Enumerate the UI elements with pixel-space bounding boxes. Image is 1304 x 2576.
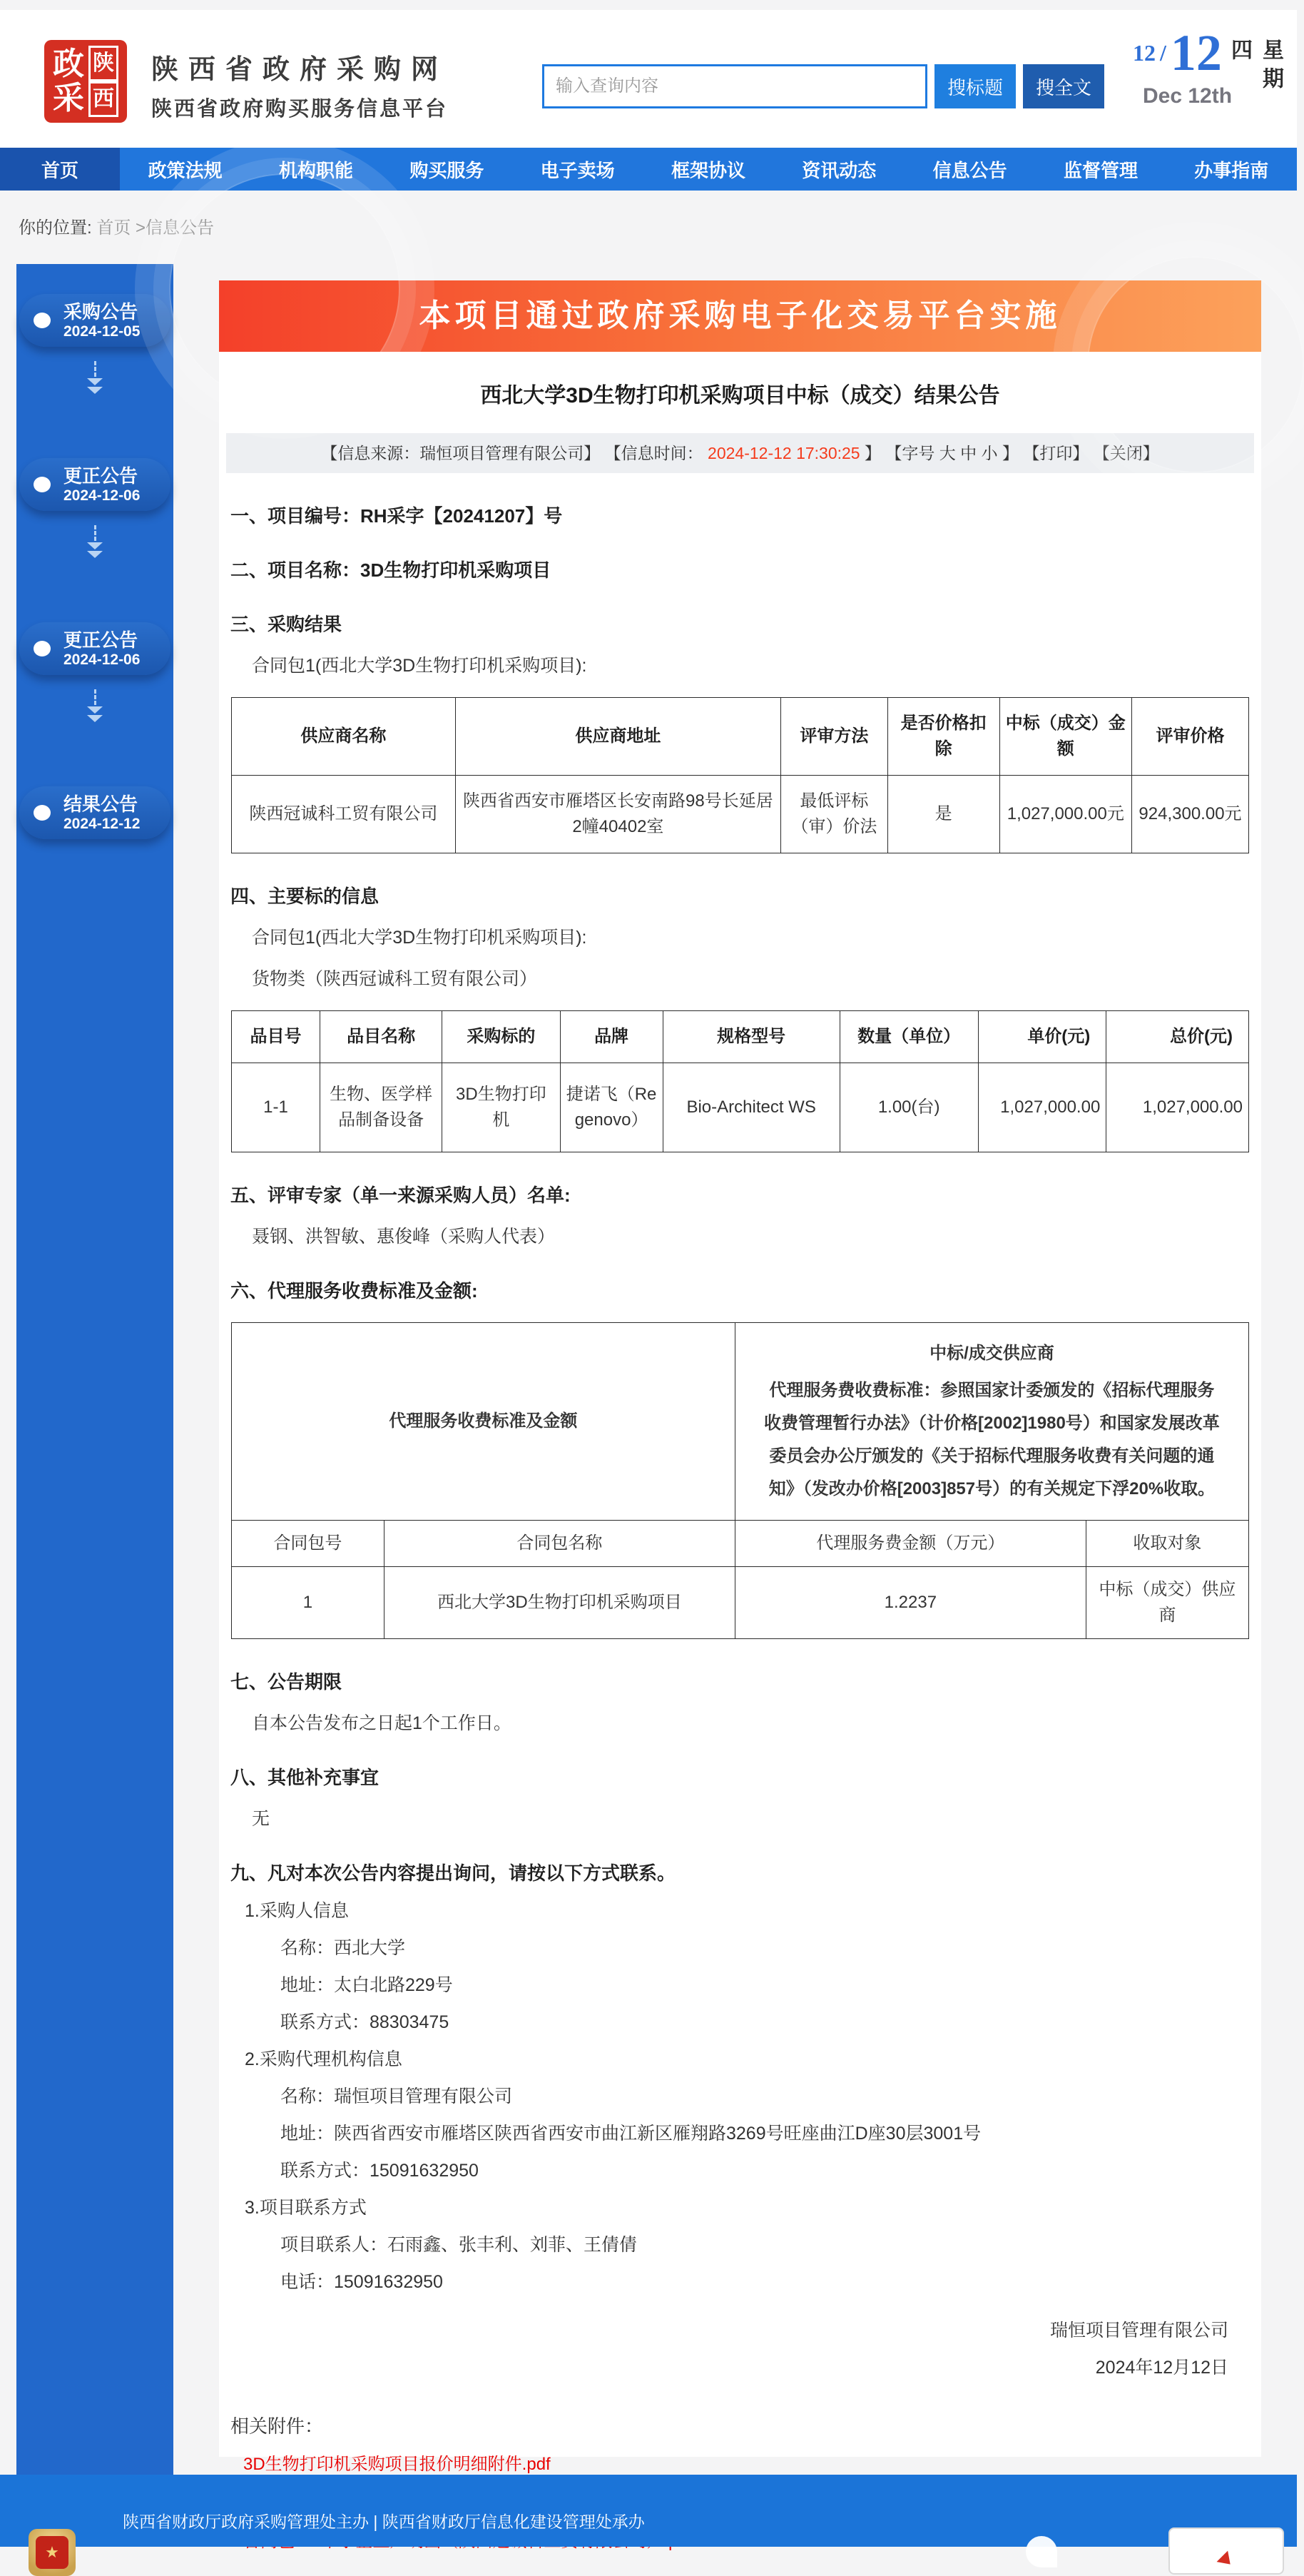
purchaser-phone: 联系方式：88303475 bbox=[280, 2012, 449, 2032]
column-header: 收取对象 bbox=[1086, 1521, 1248, 1567]
site-identification-badge[interactable] bbox=[1168, 2527, 1284, 2575]
section-5-experts: 五、评审专家（单一来源采购人员）名单: bbox=[230, 1185, 571, 1206]
nav-item-news[interactable]: 资讯动态 bbox=[802, 159, 877, 181]
down-arrow-icon bbox=[84, 361, 106, 394]
subject-info-table bbox=[231, 1010, 1249, 1152]
timeline-item-date: 2024-12-12 bbox=[63, 816, 141, 832]
font-size-large-button[interactable]: 大 bbox=[939, 444, 956, 462]
section-4-main-subject-info: 四、主要标的信息 bbox=[230, 886, 380, 907]
page-title: 西北大学3D生物打印机采购项目中标（成交）结果公告 bbox=[480, 384, 1000, 407]
date-widget bbox=[1133, 26, 1286, 108]
purchaser-address: 地址：太白北路229号 bbox=[280, 1975, 453, 1995]
logo-right-column bbox=[88, 46, 118, 117]
column-header: 供应商名称 bbox=[232, 698, 456, 776]
breadcrumb-current: >信息公告 bbox=[136, 218, 215, 238]
attachment-link-quotation-pdf[interactable]: 3D生物打印机采购项目报价明细附件.pdf bbox=[243, 2455, 551, 2474]
section-8-body: 无 bbox=[252, 1809, 270, 1829]
meta-time-label: 【信息时间： bbox=[604, 444, 703, 462]
site-logo[interactable] bbox=[44, 40, 127, 123]
nav-item-policies[interactable]: 政策法规 bbox=[148, 159, 223, 181]
main-area bbox=[0, 262, 1297, 2475]
logo-char: 采 bbox=[53, 81, 84, 116]
section-7-body: 自本公告发布之日起1个工作日。 bbox=[252, 1713, 511, 1733]
column-header: 中标（成交）金额 bbox=[999, 698, 1131, 776]
nav-item-home[interactable]: 首页 bbox=[0, 148, 120, 191]
table-row bbox=[232, 776, 1249, 853]
section-4-package: 合同包1(西北大学3D生物打印机采购项目): bbox=[252, 928, 587, 948]
close-button[interactable]: 【关闭】 bbox=[1093, 444, 1159, 462]
attachments-title: 相关附件： bbox=[230, 2415, 324, 2437]
purchaser-name: 名称：西北大学 bbox=[280, 1938, 406, 1958]
procurement-result-table bbox=[231, 697, 1249, 853]
agency-name: 名称：瑞恒项目管理有限公司 bbox=[280, 2086, 513, 2106]
breadcrumb-label: 你的位置: bbox=[19, 218, 92, 238]
meta-fontsize-label: 【字号 bbox=[885, 444, 935, 462]
quantity-cell: 1.00(台) bbox=[840, 1063, 978, 1152]
project-contact-title: 3.项目联系方式 bbox=[245, 2198, 367, 2218]
agency-fee-table bbox=[231, 1322, 1249, 1639]
unit-price-cell: 1,027,000.00 bbox=[978, 1063, 1106, 1152]
date-month: 12 bbox=[1133, 39, 1156, 66]
meta-time-value: 2024-12-12 17:30:25 bbox=[708, 444, 860, 462]
timeline-item-procurement-notice[interactable] bbox=[19, 294, 170, 347]
signature-company: 瑞恒项目管理有限公司 bbox=[1049, 2321, 1228, 2341]
timeline-item-date: 2024-12-05 bbox=[63, 323, 141, 340]
nav-item-supervision[interactable]: 监督管理 bbox=[1063, 159, 1138, 181]
supplier-address-cell: 陕西省西安市雁塔区长安南路98号长延居2幢40402室 bbox=[455, 776, 780, 853]
timeline-item-correction-notice-2[interactable] bbox=[19, 622, 170, 675]
section-5-expert-names: 聂钢、洪智敏、惠俊峰（采购人代表） bbox=[252, 1227, 556, 1247]
logo-char: 陕 bbox=[88, 46, 118, 81]
table-row bbox=[232, 1567, 1249, 1639]
table-header-row bbox=[232, 1011, 1249, 1063]
timeline-item-correction-notice-1[interactable] bbox=[19, 458, 170, 511]
table-header-row bbox=[232, 1521, 1249, 1567]
column-header: 总价(元) bbox=[1106, 1011, 1249, 1063]
badge-arrow-icon bbox=[1217, 2551, 1236, 2570]
column-header: 合同包名称 bbox=[384, 1521, 735, 1567]
agency-phone: 联系方式：15091632950 bbox=[280, 2161, 479, 2181]
nav-item-framework-agreement[interactable]: 框架协议 bbox=[671, 159, 745, 181]
timeline-item-label: 结果公告 bbox=[63, 793, 138, 815]
platform-banner-text: 本项目通过政府采购电子化交易平台实施 bbox=[419, 298, 1061, 333]
article-body bbox=[219, 504, 1261, 2552]
top-strip bbox=[0, 0, 1297, 10]
platform-banner bbox=[219, 280, 1261, 352]
font-size-small-button[interactable]: 小 bbox=[981, 444, 998, 462]
nav-item-purchase-services[interactable]: 购买服务 bbox=[409, 159, 484, 181]
section-1-project-number: 一、项目编号：RH采字【20241207】号 bbox=[230, 505, 563, 527]
column-header: 评审方法 bbox=[781, 698, 888, 776]
section-4-goods-type: 货物类（陕西冠诚科工贸有限公司） bbox=[252, 969, 538, 989]
timeline-item-date: 2024-12-06 bbox=[63, 487, 141, 504]
section-3-package: 合同包1(西北大学3D生物打印机采购项目): bbox=[252, 656, 587, 676]
timeline-sidebar bbox=[16, 264, 173, 2475]
nav-item-functions[interactable]: 机构职能 bbox=[278, 159, 353, 181]
award-amount-cell: 1,027,000.00元 bbox=[999, 776, 1131, 853]
article-meta-bar bbox=[226, 433, 1254, 473]
project-contact-persons: 项目联系人：石雨鑫、张丰利、刘菲、王倩倩 bbox=[280, 2235, 638, 2255]
site-header bbox=[0, 10, 1297, 148]
column-header: 品牌 bbox=[560, 1011, 663, 1063]
fee-payer-cell: 中标（成交）供应商 bbox=[1086, 1567, 1248, 1639]
section-7-announcement-period: 七、公告期限 bbox=[230, 1671, 342, 1693]
nav-item-announcements[interactable]: 信息公告 bbox=[932, 159, 1007, 181]
package-name-cell: 西北大学3D生物打印机采购项目 bbox=[384, 1567, 735, 1639]
fee-amount-cell: 1.2237 bbox=[735, 1567, 1086, 1639]
item-name-cell: 生物、医学样品制备设备 bbox=[320, 1063, 442, 1152]
date-day: 12 bbox=[1170, 24, 1222, 81]
search-title-button[interactable]: 搜标题 bbox=[934, 64, 1016, 108]
search-bar bbox=[542, 64, 1104, 108]
font-size-medium-button[interactable]: 中 bbox=[960, 444, 977, 462]
site-subtitle: 陕西省政府购买服务信息平台 bbox=[151, 98, 449, 121]
column-header: 代理服务费金额（万元） bbox=[735, 1521, 1086, 1567]
section-6-agency-fee: 六、代理服务收费标准及金额: bbox=[230, 1280, 478, 1302]
logo-char: 政 bbox=[53, 46, 84, 81]
timeline-dot-icon bbox=[34, 313, 51, 328]
brand-cell: 捷诺飞（Regenovo） bbox=[560, 1063, 663, 1152]
logo-left-column bbox=[53, 47, 84, 116]
print-button[interactable]: 【打印】 bbox=[1023, 444, 1089, 462]
section-9-contact: 九、凡对本次公告内容提出询问，请按以下方式联系。 bbox=[230, 1862, 676, 1884]
package-number-cell: 1 bbox=[232, 1567, 384, 1639]
timeline-item-date: 2024-12-06 bbox=[63, 651, 141, 668]
breadcrumb-home-link[interactable]: 首页 bbox=[96, 218, 131, 238]
footer-logo-icon bbox=[1026, 2536, 1057, 2567]
timeline-dot-icon bbox=[34, 477, 51, 492]
timeline-item-label: 采购公告 bbox=[63, 301, 138, 323]
nav-item-e-market[interactable]: 电子卖场 bbox=[540, 159, 615, 181]
date-slash: / bbox=[1160, 39, 1166, 66]
column-header: 供应商地址 bbox=[455, 698, 780, 776]
timeline-item-result-notice[interactable] bbox=[19, 786, 170, 839]
footer-text: 陕西省财政厅政府采购管理处主办 | 陕西省财政厅信息化建设管理处承办 bbox=[123, 2512, 645, 2531]
section-8-other-matters: 八、其他补充事宜 bbox=[230, 1767, 380, 1788]
down-arrow-icon bbox=[84, 525, 106, 558]
column-header: 采购标的 bbox=[442, 1011, 560, 1063]
agency-address: 地址：陕西省西安市雁塔区陕西省西安市曲江新区雁翔路3269号旺座曲江D座30层3001号 bbox=[280, 2124, 982, 2144]
section-2-project-name: 二、项目名称：3D生物打印机采购项目 bbox=[230, 559, 551, 581]
price-deduction-cell: 是 bbox=[887, 776, 999, 853]
down-arrow-icon bbox=[84, 689, 106, 722]
supplier-name-cell: 陕西冠诚科工贸有限公司 bbox=[232, 776, 456, 853]
column-header: 评审价格 bbox=[1131, 698, 1248, 776]
table-row bbox=[232, 1063, 1249, 1152]
fee-standard-label-cell: 代理服务收费标准及金额 bbox=[232, 1323, 735, 1521]
fee-standard-desc-cell bbox=[735, 1323, 1248, 1521]
meta-time-close: 】 bbox=[865, 444, 881, 462]
gov-emblem-icon bbox=[29, 2529, 76, 2576]
timeline-item-label: 更正公告 bbox=[63, 465, 138, 487]
table-header-row bbox=[232, 698, 1249, 776]
nav-item-guide[interactable]: 办事指南 bbox=[1194, 159, 1269, 181]
section-3-procurement-result: 三、采购结果 bbox=[230, 614, 342, 635]
column-header: 是否价格扣除 bbox=[887, 698, 999, 776]
logo-char: 西 bbox=[88, 81, 118, 117]
column-header: 品目名称 bbox=[320, 1011, 442, 1063]
fee-standard-text: 代理服务费收费标准：参照国家计委颁发的《招标代理服务收费管理暂行办法》（计价格[2002]1980号）和国家发展改革委员会办公厅颁发的《关于招标代理服务收费有关问题的通知》（发改办价格[2003]857号）的有关规定下浮20%收取。 bbox=[764, 1381, 1220, 1499]
project-contact-phone: 电话：15091632950 bbox=[280, 2272, 443, 2292]
review-method-cell: 最低评标（审）价法 bbox=[781, 776, 888, 853]
timeline-item-label: 更正公告 bbox=[63, 629, 138, 651]
total-price-cell: 1,027,000.00 bbox=[1106, 1063, 1249, 1152]
date-english: Dec 12th bbox=[1143, 84, 1233, 108]
column-header: 规格型号 bbox=[663, 1011, 840, 1063]
announcement-card bbox=[219, 280, 1261, 2474]
column-header: 合同包号 bbox=[232, 1521, 384, 1567]
signature-date: 2024年12月12日 bbox=[1095, 2358, 1228, 2378]
model-cell: Bio-Architect WS bbox=[663, 1063, 840, 1152]
item-number-cell: 1-1 bbox=[232, 1063, 320, 1152]
timeline-dot-icon bbox=[34, 641, 51, 656]
column-header: 单价(元) bbox=[978, 1011, 1106, 1063]
agency-info-title: 2.采购代理机构信息 bbox=[245, 2049, 402, 2069]
search-fulltext-button[interactable]: 搜全文 bbox=[1023, 64, 1104, 108]
column-header: 数量（单位） bbox=[840, 1011, 978, 1063]
date-weekday: 星期四 bbox=[1228, 39, 1283, 96]
column-header: 品目号 bbox=[232, 1011, 320, 1063]
review-price-cell: 924,300.00元 bbox=[1131, 776, 1248, 853]
site-title: 陕西省政府采购网 bbox=[151, 55, 449, 85]
timeline-dot-icon bbox=[34, 805, 51, 821]
main-nav bbox=[0, 148, 1297, 191]
emblem-star-icon: ★ bbox=[36, 2536, 68, 2569]
search-input[interactable] bbox=[542, 64, 927, 108]
fee-supplier-line: 中标/成交供应商 bbox=[929, 1344, 1054, 1363]
table-row bbox=[232, 1323, 1249, 1521]
meta-fontsize-close: 】 bbox=[1002, 444, 1019, 462]
purchaser-info-title: 1.采购人信息 bbox=[245, 1901, 349, 1921]
site-footer bbox=[0, 2475, 1297, 2561]
procurement-target-cell: 3D生物打印机 bbox=[442, 1063, 560, 1152]
meta-source: 【信息来源：瑞恒项目管理有限公司】 bbox=[321, 444, 601, 462]
